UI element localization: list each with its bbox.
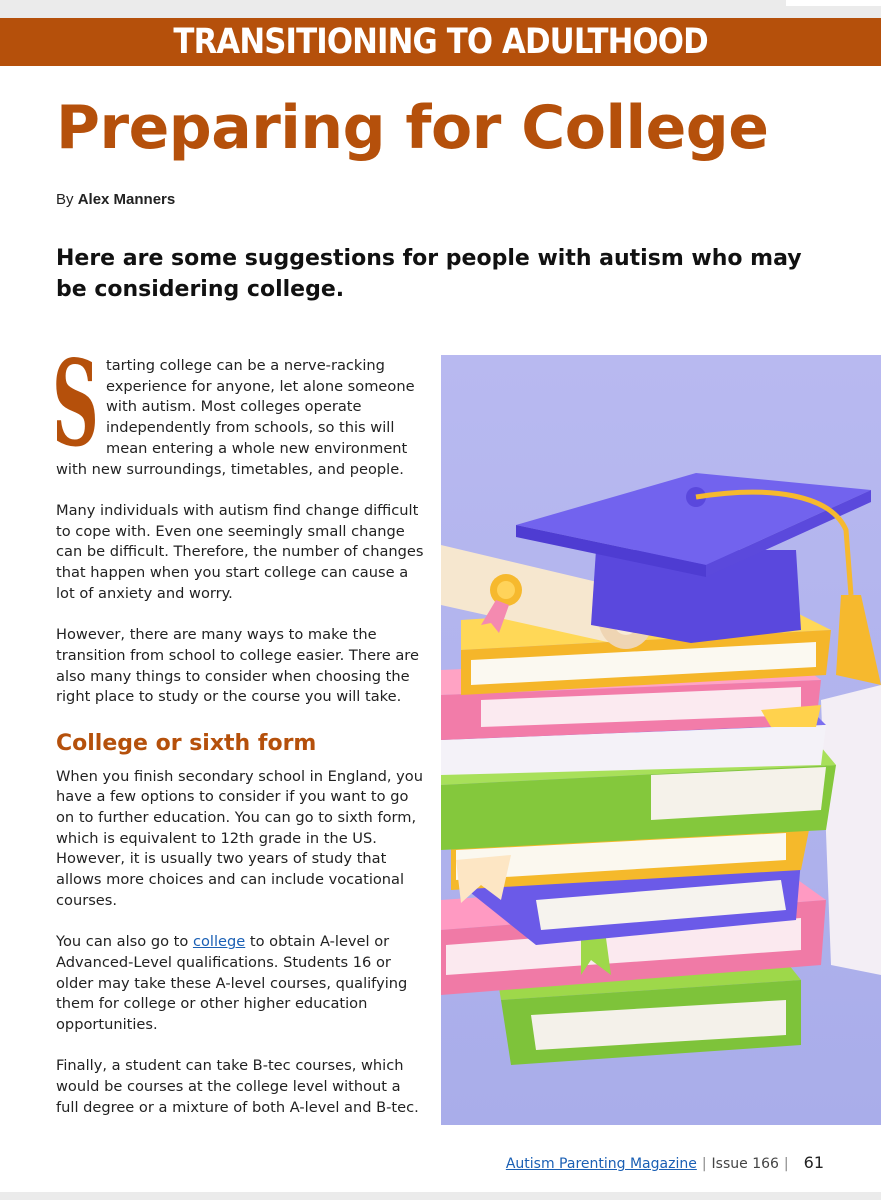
author-name: Alex Manners — [77, 191, 176, 208]
page-number: 61 — [803, 1153, 824, 1172]
paragraph-3: However, there are many ways to make the transition from school to college easier. There are also many things to consider when choosing the right place to study or the course you will take. — [56, 626, 419, 706]
paragraph-5-rest: to obtain A-level or Advanced-Level qualifications. Students 16 or older may take these A-level courses, qualifying them for college or other higher education opportunities. — [56, 933, 408, 1034]
side-box — [821, 685, 881, 975]
paragraph-2: Many individuals with autism find change difficult to cope with. Even one seemingly small change can be difficult. Therefore, the number of changes that happen when you start college can cause a lot of anxiety and worry. — [56, 501, 424, 602]
paragraph-1-text: tarting college can be a nerve-racking experience for anyone, let alone someone with autism. Most colleges operate independently from schools, so this will mean entering a whole new environment with new surroundings, timetables, and people. — [56, 357, 415, 478]
top-strip — [0, 0, 881, 18]
byline — [56, 190, 175, 210]
paragraph-5-lead: You can also go to — [56, 933, 193, 951]
paragraph-5 — [56, 932, 426, 1036]
issue-number: Issue 166 — [711, 1156, 779, 1172]
graduation-books-illustration — [441, 355, 881, 1125]
book-stack — [441, 600, 836, 1065]
college-link[interactable]: college — [192, 933, 246, 951]
section-subheading: College or sixth form — [56, 730, 317, 756]
paragraph-1 — [52, 334, 426, 480]
article-title: Preparing for College — [56, 93, 769, 163]
byline-prefix: By — [56, 191, 74, 208]
section-banner — [0, 18, 881, 66]
body-column — [52, 334, 426, 1139]
magazine-link[interactable]: Autism Parenting Magazine — [505, 1156, 697, 1172]
lead-paragraph: Here are some suggestions for people with autism who may be considering college. — [56, 246, 802, 302]
page-footer: Autism Parenting Magazine | Issue 166 | 61 — [505, 1153, 824, 1172]
paragraph-6: Finally, a student can take B-tec courses, which would be courses at the college level without a full degree or a mixture of both A-level and B-tec. — [56, 1057, 419, 1116]
drop-cap: S — [52, 334, 99, 473]
section-label: TRANSITIONING TO ADULTHOOD — [173, 22, 708, 62]
paragraph-4: When you finish secondary school in England, you have a few options to consider if you want to go on to further education. You can go to sixth form, which is equivalent to 12th grade in the US. However, it is usually two years of study that allows more choices and can include vocational courses. — [56, 767, 423, 909]
bottom-strip — [0, 1192, 881, 1200]
